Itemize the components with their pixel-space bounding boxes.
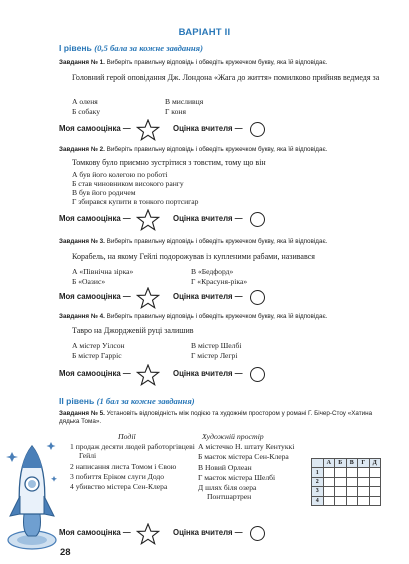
- grid-row-header: 2: [312, 477, 324, 486]
- task-1-question: Головний герой оповідання Дж. Лондона «Жага до життя» помилково прийняв ведмедя за: [72, 73, 380, 82]
- task-1-instruction: Завдання № 1. Виберіть правильну відповідь і обведіть кружечком букву, яка їй відповідає.: [59, 59, 328, 66]
- level-2-note: (1 бал за кожне завдання): [96, 396, 195, 406]
- task-1-option-g[interactable]: Г коня: [165, 107, 186, 116]
- rating-row-2: [59, 209, 359, 231]
- level-1-note: (0,5 бала за кожне завдання): [94, 43, 203, 53]
- place-item: Б маєток містера Сен-Клера: [198, 452, 289, 462]
- place-item: А містечко Н. штату Кентуккі: [198, 442, 295, 451]
- task-4-label: Завдання № 4.: [59, 313, 105, 320]
- place-item: Г маєток містера Шелбі: [198, 472, 276, 482]
- grid-cell[interactable]: [346, 477, 358, 486]
- circle-icon[interactable]: [250, 122, 265, 137]
- teacher-rating-label: Оцінка вчителя —: [173, 124, 243, 133]
- task-4-option-g[interactable]: Г містер Легрі: [191, 351, 238, 360]
- task-2-question: Томкову було приємно зустрітися з товстим, тому що він: [72, 158, 266, 167]
- place-item: Д шлях біля озера Понтшартрен: [198, 483, 257, 502]
- self-rating-label: Моя самооцінка —: [59, 124, 131, 133]
- teacher-rating-label: Оцінка вчителя —: [173, 292, 243, 301]
- task-4-option-b[interactable]: Б містер Гарріс: [72, 351, 122, 360]
- grid-row-header: 3: [312, 487, 324, 496]
- grid-cell[interactable]: [358, 477, 370, 486]
- grid-cell[interactable]: [358, 468, 370, 477]
- grid-cell[interactable]: [335, 468, 347, 477]
- grid-col-header: Б: [335, 459, 347, 468]
- events-header: Події: [118, 432, 136, 441]
- grid-col-header: Г: [358, 459, 370, 468]
- task-1-option-b[interactable]: Б собаку: [72, 107, 101, 116]
- event-item: 3 побиття Еріком слуги Додо: [70, 471, 165, 481]
- task-5-label: Завдання № 5.: [59, 410, 105, 417]
- grid-cell[interactable]: [346, 496, 358, 505]
- grid-cell[interactable]: [369, 487, 381, 496]
- event-item: 1 продаж десяти людей работоргівцеві Гейлі: [70, 442, 195, 461]
- task-1-option-v[interactable]: В мисливця: [165, 97, 204, 106]
- task-2-option-a[interactable]: А був його колегою по роботі: [72, 170, 168, 179]
- task-2-instruction: Завдання № 2. Виберіть правильну відповідь і обведіть кружечком букву, яка їй відповідає.: [59, 146, 328, 153]
- answer-grid: [311, 458, 381, 506]
- level-1-heading: [59, 43, 203, 53]
- grid-cell[interactable]: [346, 487, 358, 496]
- teacher-rating-label: Оцінка вчителя —: [173, 369, 243, 378]
- rating-row-4: [59, 364, 359, 386]
- self-rating-label: Моя самооцінка —: [59, 369, 131, 378]
- teacher-rating-label: Оцінка вчителя —: [173, 214, 243, 223]
- places-list: [198, 442, 302, 502]
- teacher-rating-label: Оцінка вчителя —: [173, 528, 243, 537]
- task-3-option-b[interactable]: Б «Оазис»: [72, 277, 106, 286]
- level-1-title: І рівень: [59, 43, 92, 53]
- task-4-option-v[interactable]: В містер Шелбі: [191, 341, 242, 350]
- task-3-option-a[interactable]: А «Північна зірка»: [72, 267, 134, 276]
- events-list: [70, 442, 198, 491]
- star-icon[interactable]: [136, 209, 160, 231]
- circle-icon[interactable]: [250, 212, 265, 227]
- page-number: 28: [60, 547, 71, 558]
- grid-col-header: Д: [369, 459, 381, 468]
- task-4-question: Тавро на Джорджевій руці залишив: [72, 326, 194, 335]
- place-item: В Новий Орлеан: [198, 462, 252, 472]
- task-3-option-v[interactable]: В «Бедфорд»: [191, 267, 234, 276]
- star-icon[interactable]: [136, 287, 160, 309]
- level-2-heading: [59, 396, 195, 406]
- grid-cell[interactable]: [358, 496, 370, 505]
- grid-cell[interactable]: [369, 496, 381, 505]
- variant-title: ВАРІАНТ II: [178, 27, 231, 38]
- star-icon[interactable]: [136, 523, 160, 545]
- grid-corner: [312, 459, 324, 468]
- level-2-title: ІІ рівень: [59, 396, 95, 406]
- grid-cell[interactable]: [369, 468, 381, 477]
- self-rating-label: Моя самооцінка —: [59, 528, 131, 537]
- task-3-question: Корабель, на якому Гейлі подорожував із купленими рабами, називався: [72, 252, 315, 261]
- event-item: 2 написання листа Томом і Євою: [70, 461, 177, 471]
- grid-cell[interactable]: [335, 477, 347, 486]
- task-1-label: Завдання № 1.: [59, 59, 105, 66]
- task-3-instruction: Завдання № 3. Виберіть правильну відповідь і обведіть кружечком букву, яка їй відповідає.: [59, 238, 328, 245]
- grid-cell[interactable]: [323, 468, 335, 477]
- self-rating-label: Моя самооцінка —: [59, 292, 131, 301]
- task-3-option-g[interactable]: Г «Красуня-ріка»: [191, 277, 248, 286]
- star-icon[interactable]: [136, 119, 160, 141]
- grid-cell[interactable]: [346, 468, 358, 477]
- task-2-option-b[interactable]: Б став чиновником високого рангу: [72, 179, 184, 188]
- grid-cell[interactable]: [323, 487, 335, 496]
- task-4-option-a[interactable]: А містер Уілсон: [72, 341, 125, 350]
- rating-row-5: [59, 523, 359, 545]
- grid-col-header: В: [346, 459, 358, 468]
- star-icon[interactable]: [136, 364, 160, 386]
- circle-icon[interactable]: [250, 290, 265, 305]
- circle-icon[interactable]: [250, 526, 265, 541]
- event-item: 4 убивство містера Сен-Клера: [70, 482, 168, 492]
- grid-col-header: А: [323, 459, 335, 468]
- grid-cell[interactable]: [323, 496, 335, 505]
- self-rating-label: Моя самооцінка —: [59, 214, 131, 223]
- task-3-label: Завдання № 3.: [59, 238, 105, 245]
- rating-row-3: [59, 287, 359, 309]
- task-1-option-a[interactable]: А оленя: [72, 97, 98, 106]
- task-2-option-g[interactable]: Г збирався купити в тонкого портсигар: [72, 197, 199, 206]
- rocket-icon: [4, 436, 62, 556]
- task-4-instruction: Завдання № 4. Виберіть правильну відповідь і обведіть кружечком букву, яка їй відповідає.: [59, 313, 328, 320]
- grid-cell[interactable]: [323, 477, 335, 486]
- grid-row-header: 4: [312, 496, 324, 505]
- places-header: Художній простір: [202, 432, 264, 441]
- rating-row-1: [59, 119, 359, 141]
- grid-cell[interactable]: [369, 477, 381, 486]
- task-2-label: Завдання № 2.: [59, 146, 105, 153]
- grid-cell[interactable]: [358, 487, 370, 496]
- task-2-option-v[interactable]: В був його родичем: [72, 188, 136, 197]
- grid-row-header: 1: [312, 468, 324, 477]
- circle-icon[interactable]: [250, 367, 265, 382]
- grid-cell[interactable]: [335, 487, 347, 496]
- task-5-instruction: Завдання № 5. Установіть відповідність між подією та художнім простором у романі Г. Бічер-Стоу «Хатина дядька Тома».: [59, 410, 373, 426]
- grid-cell[interactable]: [335, 496, 347, 505]
